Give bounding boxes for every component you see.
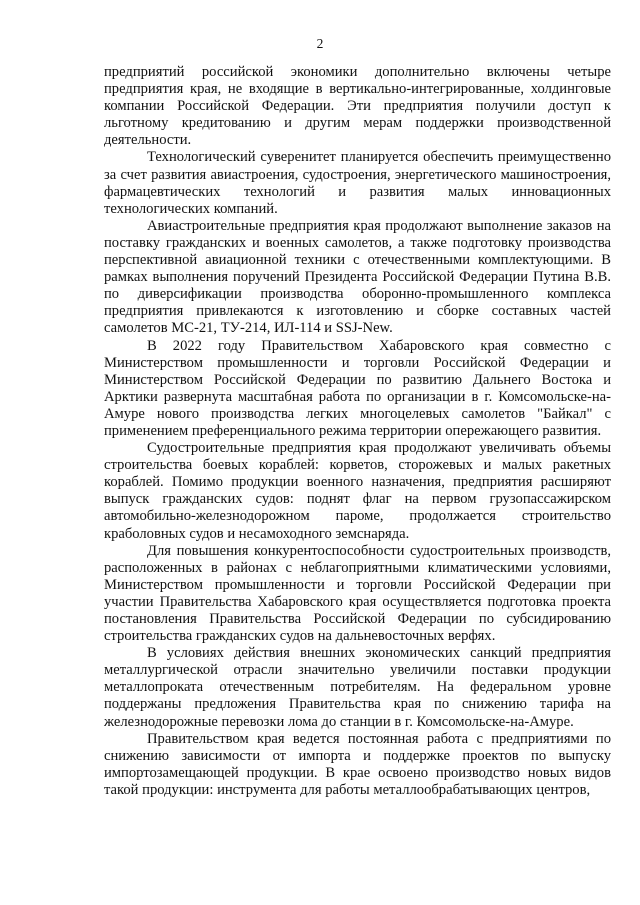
page-number: 2: [316, 36, 324, 51]
paragraph-aircraft: Авиастроительные предприятия края продолжают выполнение заказов на поставку гражданских и военных самолетов, а также подготовку производства перспективной авиационной техники с отечественными комплектующими. В рамках выполнения поручений Президента Российской Федерации Путина В.В. по диверсификации производства оборонно-промышленного комплекса предприятия привлекаются к изготовлению и сборке составных частей самолетов МС-21, ТУ-214, ИЛ-114 и SSJ-New.: [104, 217, 611, 337]
paragraph-competitiveness: Для повышения конкурентоспособности судостроительных производств, расположенных в районах с неблагоприятными климатическими условиями, Министерством промышленности и торговли Российской Федерации при участии Правительства Хабаровского края осуществляется подготовка проекта постановления Правительства Российской Федерации по субсидированию строительства гражданских судов на дальневосточных верфях.: [104, 542, 611, 645]
paragraph-continuation: предприятий российской экономики дополнительно включены четыре предприятия края, не входящие в вертикально-интегрированные, холдинговые компании Российской Федерации. Эти предприятия получили доступ к льготному кредитованию и другим мерам поддержки производственной деятельности.: [104, 64, 611, 149]
paragraph-shipbuilding: Судостроительные предприятия края продолжают увеличивать объемы строительства боевых кораблей: корветов, сторожевых и малых ракетных кораблей. Помимо продукции военного назначения, предприятия расширяют выпуск гражданских судов: поднят флаг на первом грузопассажирском автомобильно-железнодорожном пароме, продолжается строительство краболовных судов и несамоходного земснаряда.: [104, 440, 611, 542]
paragraph-tech-sovereignty: Технологический суверенитет планируется обеспечить преимущественно за счет развития авиастроения, судостроения, энергетического машиностроения, фармацевтических технологий и развития малых инновационных технологических компаний.: [104, 149, 611, 217]
paragraph-metallurgy: В условиях действия внешних экономических санкций предприятия металлургической отрасли значительно увеличили поставки продукции металлопроката отечественным потребителям. На федеральном уровне поддержаны предложения Правительства края по снижению тарифа на железнодорожные перевозки лома до станции в г. Комсомольске-на-Амуре.: [104, 645, 611, 730]
document-body: [104, 64, 611, 799]
paragraph-import-substitution: Правительством края ведется постоянная работа с предприятиями по снижению зависимости от импорта и поддержке проектов по выпуску импортозамещающей продукции. В крае освоено производство новых видов такой продукции: инструмента для работы металлообрабатывающих центров,: [104, 730, 611, 798]
paragraph-baikal: В 2022 году Правительством Хабаровского края совместно с Министерством промышленности и торговли Российской Федерации и Министерством Российской Федерации по развитию Дальнего Востока и Арктики развернута масштабная работа по организации в г. Комсомольске-на-Амуре нового производства легких многоцелевых самолетов "Байкал" с применением преференциального режима территории опережающего развития.: [104, 337, 611, 439]
